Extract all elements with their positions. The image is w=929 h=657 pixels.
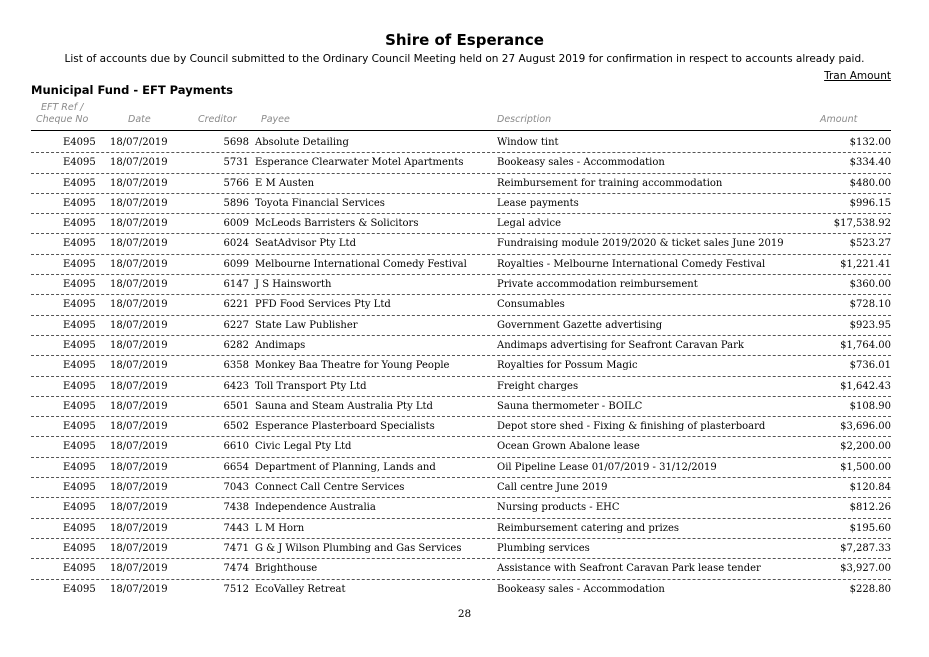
payments-table bbox=[31, 133, 891, 599]
description-cell: Lease payments bbox=[497, 197, 579, 209]
eft-ref-cell: E4095 bbox=[63, 360, 96, 372]
creditor-cell: 6099 bbox=[223, 258, 249, 270]
description-cell: Assistance with Seafront Caravan Park lease tender bbox=[497, 563, 761, 575]
description-cell: Royalties for Possum Magic bbox=[497, 360, 638, 372]
amount-cell: $996.15 bbox=[849, 197, 891, 209]
description-cell: Nursing products - EHC bbox=[497, 502, 620, 514]
column-header-description: Description bbox=[497, 114, 552, 125]
table-row bbox=[31, 234, 891, 254]
fund-heading: Municipal Fund - EFT Payments bbox=[31, 83, 234, 97]
date-cell: 18/07/2019 bbox=[110, 502, 168, 514]
eft-ref-cell: E4095 bbox=[63, 482, 96, 494]
creditor-cell: 5731 bbox=[223, 157, 249, 169]
column-header-ref-line2: Cheque No bbox=[36, 114, 89, 125]
payee-cell: PFD Food Services Pty Ltd bbox=[255, 299, 391, 311]
table-row bbox=[31, 478, 891, 498]
eft-ref-cell: E4095 bbox=[63, 542, 96, 554]
creditor-cell: 7474 bbox=[223, 563, 249, 575]
eft-ref-cell: E4095 bbox=[63, 461, 96, 473]
payee-cell: Andimaps bbox=[255, 339, 306, 351]
creditor-cell: 5896 bbox=[223, 197, 249, 209]
payee-cell: State Law Publisher bbox=[255, 319, 358, 331]
amount-cell: $228.80 bbox=[849, 583, 891, 595]
description-cell: Oil Pipeline Lease 01/07/2019 - 31/12/2019 bbox=[497, 461, 717, 473]
creditor-cell: 7471 bbox=[223, 542, 249, 554]
table-row bbox=[31, 559, 891, 579]
creditor-cell: 6610 bbox=[223, 441, 249, 453]
payee-cell: Sauna and Steam Australia Pty Ltd bbox=[255, 400, 433, 412]
description-cell: Plumbing services bbox=[497, 542, 590, 554]
amount-cell: $195.60 bbox=[849, 522, 891, 534]
date-cell: 18/07/2019 bbox=[110, 542, 168, 554]
description-cell: Reimbursement catering and prizes bbox=[497, 522, 680, 534]
amount-cell: $360.00 bbox=[849, 279, 891, 291]
creditor-cell: 6654 bbox=[223, 461, 249, 473]
description-cell: Consumables bbox=[497, 299, 565, 311]
creditor-cell: 6024 bbox=[223, 238, 249, 250]
eft-ref-cell: E4095 bbox=[63, 319, 96, 331]
creditor-cell: 6358 bbox=[223, 360, 249, 372]
column-header-date: Date bbox=[128, 114, 151, 125]
date-cell: 18/07/2019 bbox=[110, 421, 168, 433]
eft-ref-cell: E4095 bbox=[63, 380, 96, 392]
description-cell: Legal advice bbox=[497, 218, 562, 230]
payee-cell: Toyota Financial Services bbox=[255, 197, 385, 209]
amount-cell: $923.95 bbox=[849, 319, 891, 331]
payee-cell: Connect Call Centre Services bbox=[255, 482, 405, 494]
description-cell: Window tint bbox=[497, 137, 559, 148]
amount-cell: $1,642.43 bbox=[840, 380, 891, 392]
amount-cell: $812.26 bbox=[849, 502, 891, 514]
description-cell: Andimaps advertising for Seafront Caravan Park bbox=[497, 339, 744, 351]
page-number: 28 bbox=[457, 608, 472, 620]
eft-ref-cell: E4095 bbox=[63, 522, 96, 534]
date-cell: 18/07/2019 bbox=[110, 238, 168, 250]
date-cell: 18/07/2019 bbox=[110, 583, 168, 595]
creditor-cell: 6147 bbox=[223, 279, 249, 291]
column-header-amount: Amount bbox=[820, 114, 858, 125]
table-row bbox=[31, 458, 891, 478]
description-cell: Royalties - Melbourne International Comedy Festival bbox=[497, 258, 766, 270]
amount-cell: $480.00 bbox=[849, 177, 891, 189]
eft-ref-cell: E4095 bbox=[63, 502, 96, 514]
payee-cell: Independence Australia bbox=[255, 502, 376, 514]
eft-ref-cell: E4095 bbox=[63, 400, 96, 412]
creditor-cell: 6501 bbox=[223, 400, 249, 412]
creditor-cell: 6227 bbox=[223, 319, 249, 331]
date-cell: 18/07/2019 bbox=[110, 563, 168, 575]
amount-cell: $728.10 bbox=[849, 299, 891, 311]
eft-ref-cell: E4095 bbox=[63, 441, 96, 453]
table-row bbox=[31, 377, 891, 397]
eft-ref-cell: E4095 bbox=[63, 279, 96, 291]
payee-cell: Civic Legal Pty Ltd bbox=[255, 441, 352, 453]
date-cell: 18/07/2019 bbox=[110, 157, 168, 169]
table-row bbox=[31, 153, 891, 173]
payee-cell: Toll Transport Pty Ltd bbox=[255, 380, 367, 392]
date-cell: 18/07/2019 bbox=[110, 339, 168, 351]
eft-ref-cell: E4095 bbox=[63, 563, 96, 575]
description-cell: Bookeasy sales - Accommodation bbox=[497, 157, 665, 169]
table-row bbox=[31, 580, 891, 599]
table-row bbox=[31, 336, 891, 356]
table-row bbox=[31, 214, 891, 234]
amount-cell: $2,200.00 bbox=[840, 441, 891, 453]
payee-cell: Melbourne International Comedy Festival bbox=[255, 258, 467, 270]
description-cell: Private accommodation reimbursement bbox=[497, 279, 698, 291]
creditor-cell: 7512 bbox=[223, 583, 249, 595]
amount-cell: $132.00 bbox=[849, 137, 891, 148]
eft-ref-cell: E4095 bbox=[63, 137, 96, 148]
table-row bbox=[31, 194, 891, 214]
payee-cell: SeatAdvisor Pty Ltd bbox=[255, 238, 356, 250]
amount-cell: $17,538.92 bbox=[833, 218, 891, 230]
date-cell: 18/07/2019 bbox=[110, 197, 168, 209]
amount-cell: $736.01 bbox=[849, 360, 891, 372]
payee-cell: Esperance Plasterboard Specialists bbox=[255, 421, 435, 433]
amount-cell: $108.90 bbox=[849, 400, 891, 412]
creditor-cell: 6221 bbox=[223, 299, 249, 311]
table-row bbox=[31, 519, 891, 539]
payee-cell: McLeods Barristers & Solicitors bbox=[255, 218, 419, 230]
date-cell: 18/07/2019 bbox=[110, 461, 168, 473]
payee-cell: L M Horn bbox=[255, 522, 305, 534]
eft-ref-cell: E4095 bbox=[63, 218, 96, 230]
creditor-cell: 7438 bbox=[223, 502, 249, 514]
date-cell: 18/07/2019 bbox=[110, 441, 168, 453]
amount-cell: $7,287.33 bbox=[840, 542, 891, 554]
date-cell: 18/07/2019 bbox=[110, 380, 168, 392]
table-row bbox=[31, 498, 891, 518]
payee-cell: Esperance Clearwater Motel Apartments bbox=[255, 157, 464, 169]
creditor-cell: 7443 bbox=[223, 522, 249, 534]
description-cell: Depot store shed - Fixing & finishing of plasterboard bbox=[497, 421, 766, 433]
description-cell: Government Gazette advertising bbox=[497, 319, 663, 331]
eft-ref-cell: E4095 bbox=[63, 299, 96, 311]
date-cell: 18/07/2019 bbox=[110, 137, 168, 148]
date-cell: 18/07/2019 bbox=[110, 279, 168, 291]
amount-cell: $523.27 bbox=[849, 238, 891, 250]
column-header-creditor: Creditor bbox=[198, 114, 237, 125]
payee-cell: E M Austen bbox=[255, 177, 315, 189]
description-cell: Ocean Grown Abalone lease bbox=[497, 441, 640, 453]
tran-amount-label: Tran Amount bbox=[824, 70, 891, 82]
payee-cell: Absolute Detailing bbox=[255, 137, 349, 148]
date-cell: 18/07/2019 bbox=[110, 218, 168, 230]
description-cell: Bookeasy sales - Accommodation bbox=[497, 583, 665, 595]
creditor-cell: 5766 bbox=[223, 177, 249, 189]
table-row bbox=[31, 356, 891, 376]
date-cell: 18/07/2019 bbox=[110, 299, 168, 311]
description-cell: Sauna thermometer - BOILC bbox=[497, 400, 643, 412]
column-header-payee: Payee bbox=[261, 114, 290, 125]
creditor-cell: 6009 bbox=[223, 218, 249, 230]
table-row bbox=[31, 275, 891, 295]
description-cell: Freight charges bbox=[497, 380, 579, 392]
amount-cell: $3,696.00 bbox=[840, 421, 891, 433]
date-cell: 18/07/2019 bbox=[110, 177, 168, 189]
eft-ref-cell: E4095 bbox=[63, 258, 96, 270]
amount-cell: $120.84 bbox=[849, 482, 891, 494]
date-cell: 18/07/2019 bbox=[110, 482, 168, 494]
table-row bbox=[31, 397, 891, 417]
table-row bbox=[31, 133, 891, 153]
description-cell: Call centre June 2019 bbox=[497, 482, 608, 494]
payee-cell: Department of Planning, Lands and bbox=[255, 461, 436, 473]
creditor-cell: 5698 bbox=[223, 137, 249, 148]
table-row bbox=[31, 539, 891, 559]
creditor-cell: 6502 bbox=[223, 421, 249, 433]
eft-ref-cell: E4095 bbox=[63, 197, 96, 209]
table-row bbox=[31, 255, 891, 275]
header-rule bbox=[31, 130, 891, 131]
eft-ref-cell: E4095 bbox=[63, 583, 96, 595]
date-cell: 18/07/2019 bbox=[110, 400, 168, 412]
date-cell: 18/07/2019 bbox=[110, 319, 168, 331]
amount-cell: $1,221.41 bbox=[840, 258, 891, 270]
payee-cell: J S Hainsworth bbox=[255, 279, 332, 291]
table-row bbox=[31, 437, 891, 457]
payee-cell: Monkey Baa Theatre for Young People bbox=[255, 360, 450, 372]
eft-ref-cell: E4095 bbox=[63, 238, 96, 250]
creditor-cell: 7043 bbox=[223, 482, 249, 494]
date-cell: 18/07/2019 bbox=[110, 360, 168, 372]
document-subtitle: List of accounts due by Council submitted to the Ordinary Council Meeting held on 27 August 2019 for confirmation in respect to accounts already paid. bbox=[64, 53, 865, 65]
payee-cell: Brighthouse bbox=[255, 563, 318, 575]
payee-cell: G & J Wilson Plumbing and Gas Services bbox=[255, 542, 462, 554]
description-cell: Fundraising module 2019/2020 & ticket sales June 2019 bbox=[497, 238, 784, 250]
date-cell: 18/07/2019 bbox=[110, 522, 168, 534]
payee-cell: EcoValley Retreat bbox=[255, 583, 346, 595]
creditor-cell: 6282 bbox=[223, 339, 249, 351]
date-cell: 18/07/2019 bbox=[110, 258, 168, 270]
eft-ref-cell: E4095 bbox=[63, 421, 96, 433]
table-row bbox=[31, 295, 891, 315]
description-cell: Reimbursement for training accommodation bbox=[497, 177, 723, 189]
creditor-cell: 6423 bbox=[223, 380, 249, 392]
table-row bbox=[31, 174, 891, 194]
eft-ref-cell: E4095 bbox=[63, 157, 96, 169]
eft-ref-cell: E4095 bbox=[63, 339, 96, 351]
amount-cell: $3,927.00 bbox=[840, 563, 891, 575]
eft-ref-cell: E4095 bbox=[63, 177, 96, 189]
column-header-ref-line1: EFT Ref / bbox=[41, 102, 84, 113]
amount-cell: $1,764.00 bbox=[840, 339, 891, 351]
document-title: Shire of Esperance bbox=[385, 31, 544, 49]
table-row bbox=[31, 316, 891, 336]
table-row bbox=[31, 417, 891, 437]
amount-cell: $1,500.00 bbox=[840, 461, 891, 473]
amount-cell: $334.40 bbox=[849, 157, 891, 169]
